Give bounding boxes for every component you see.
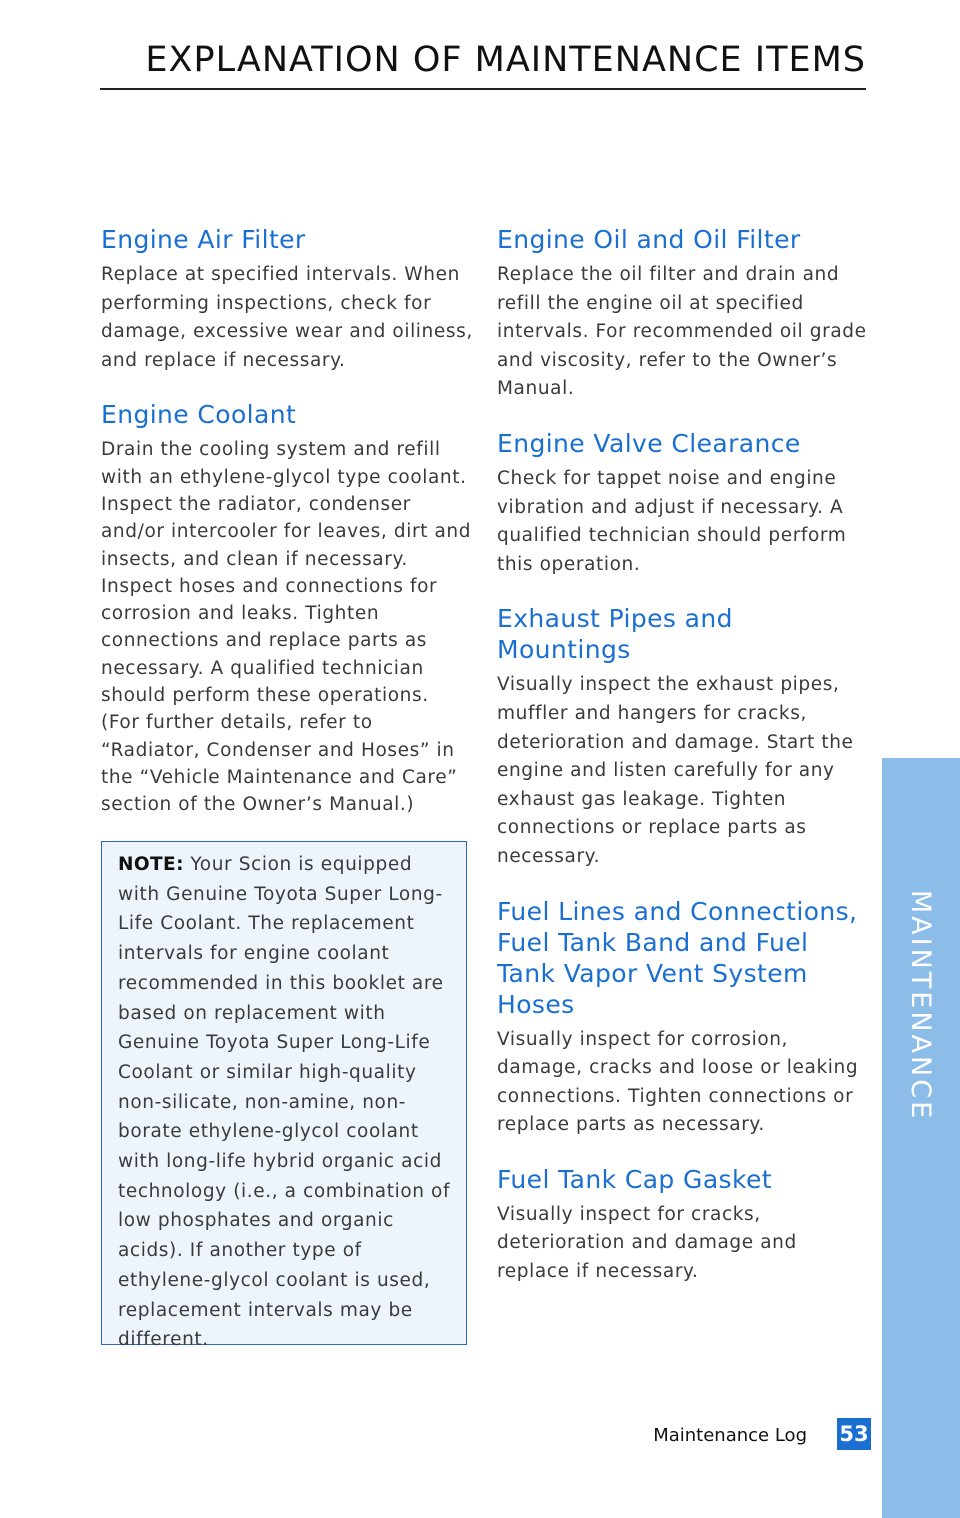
section-fuel-tank-cap: [497, 1164, 869, 1287]
section-fuel-lines: [497, 896, 869, 1140]
note-paragraph: [118, 850, 454, 1355]
title-divider: [100, 88, 866, 90]
section-heading: Engine Oil and Oil Filter: [497, 225, 801, 254]
section-body: Drain the cooling system and refill with an ethylene-glycol type coolant. Inspect the radiator, condenser and/or intercooler for leaves, dirt and insects, and clean if necessary. Inspect hoses and connections for corrosion and leaks. Tighten connections and replace parts as necessary. A qualified technician should perform these operations. (For further details, refer to “Radiator, Condenser and Hoses” in the “Vehicle Maintenance and Care” section of the Owner’s Manual.): [101, 439, 472, 816]
left-column: [101, 224, 473, 843]
section-body: Visually inspect the exhaust pipes, muffler and hangers for cracks, deterioration and damage. Start the engine and listen carefully for any exhaust gas leakage. Tighten connections or replace parts as necessary.: [497, 674, 854, 867]
section-engine-oil: [497, 224, 869, 404]
side-tab-label-wrap: [882, 758, 960, 1253]
section-body: Visually inspect for corrosion, damage, cracks and loose or leaking connections. Tighten connections or replace parts as necessary.: [497, 1028, 859, 1136]
section-heading: Exhaust Pipes and Mountings: [497, 604, 733, 665]
side-tab-label: MAINTENANCE: [905, 889, 937, 1122]
section-engine-coolant: [101, 399, 473, 818]
section-valve-clearance: [497, 428, 869, 579]
section-heading: Fuel Tank Cap Gasket: [497, 1164, 772, 1194]
section-exhaust-pipes: [497, 603, 869, 871]
section-body: Check for tappet noise and engine vibration and adjust if necessary. A qualified technician should perform this operation.: [497, 467, 847, 575]
footer-section-label: Maintenance Log: [653, 1425, 807, 1446]
right-column: [497, 224, 869, 1311]
note-text: Your Scion is equipped with Genuine Toyota Super Long-Life Coolant. The replacement intervals for engine coolant recommended in this booklet are based on replacement with Genuine Toyota Super Long-Life Coolant or similar high-quality non-silicate, non-amine, non-borate ethylene-glycol coolant with long-life hybrid organic acid technology (i.e., a combination of low phosphates and organic acids). If another type of ethylene-glycol coolant is used, replacement intervals may be different.: [118, 854, 451, 1351]
section-engine-air-filter: [101, 224, 473, 375]
maintenance-side-tab: [882, 758, 960, 1518]
note-label: NOTE:: [118, 854, 184, 875]
section-heading: Fuel Lines and Connections, Fuel Tank Band and Fuel Tank Vapor Vent System Hoses: [497, 896, 858, 1019]
section-body: Visually inspect for cracks, deterioration and damage and replace if necessary.: [497, 1203, 797, 1283]
section-body: Replace at specified intervals. When performing inspections, check for damage, excessive wear and oiliness, and replace if necessary.: [101, 264, 473, 371]
section-heading: Engine Air Filter: [101, 225, 306, 254]
coolant-note-box: [101, 841, 467, 1351]
page-title: EXPLANATION OF MAINTENANCE ITEMS: [145, 40, 866, 80]
section-heading: Engine Valve Clearance: [497, 428, 801, 458]
section-body: Replace the oil filter and drain and refill the engine oil at specified intervals. For recommended oil grade and viscosity, refer to the Owner’s Manual.: [497, 264, 867, 400]
section-heading: Engine Coolant: [101, 400, 297, 430]
page-number-badge: 53: [837, 1418, 871, 1450]
